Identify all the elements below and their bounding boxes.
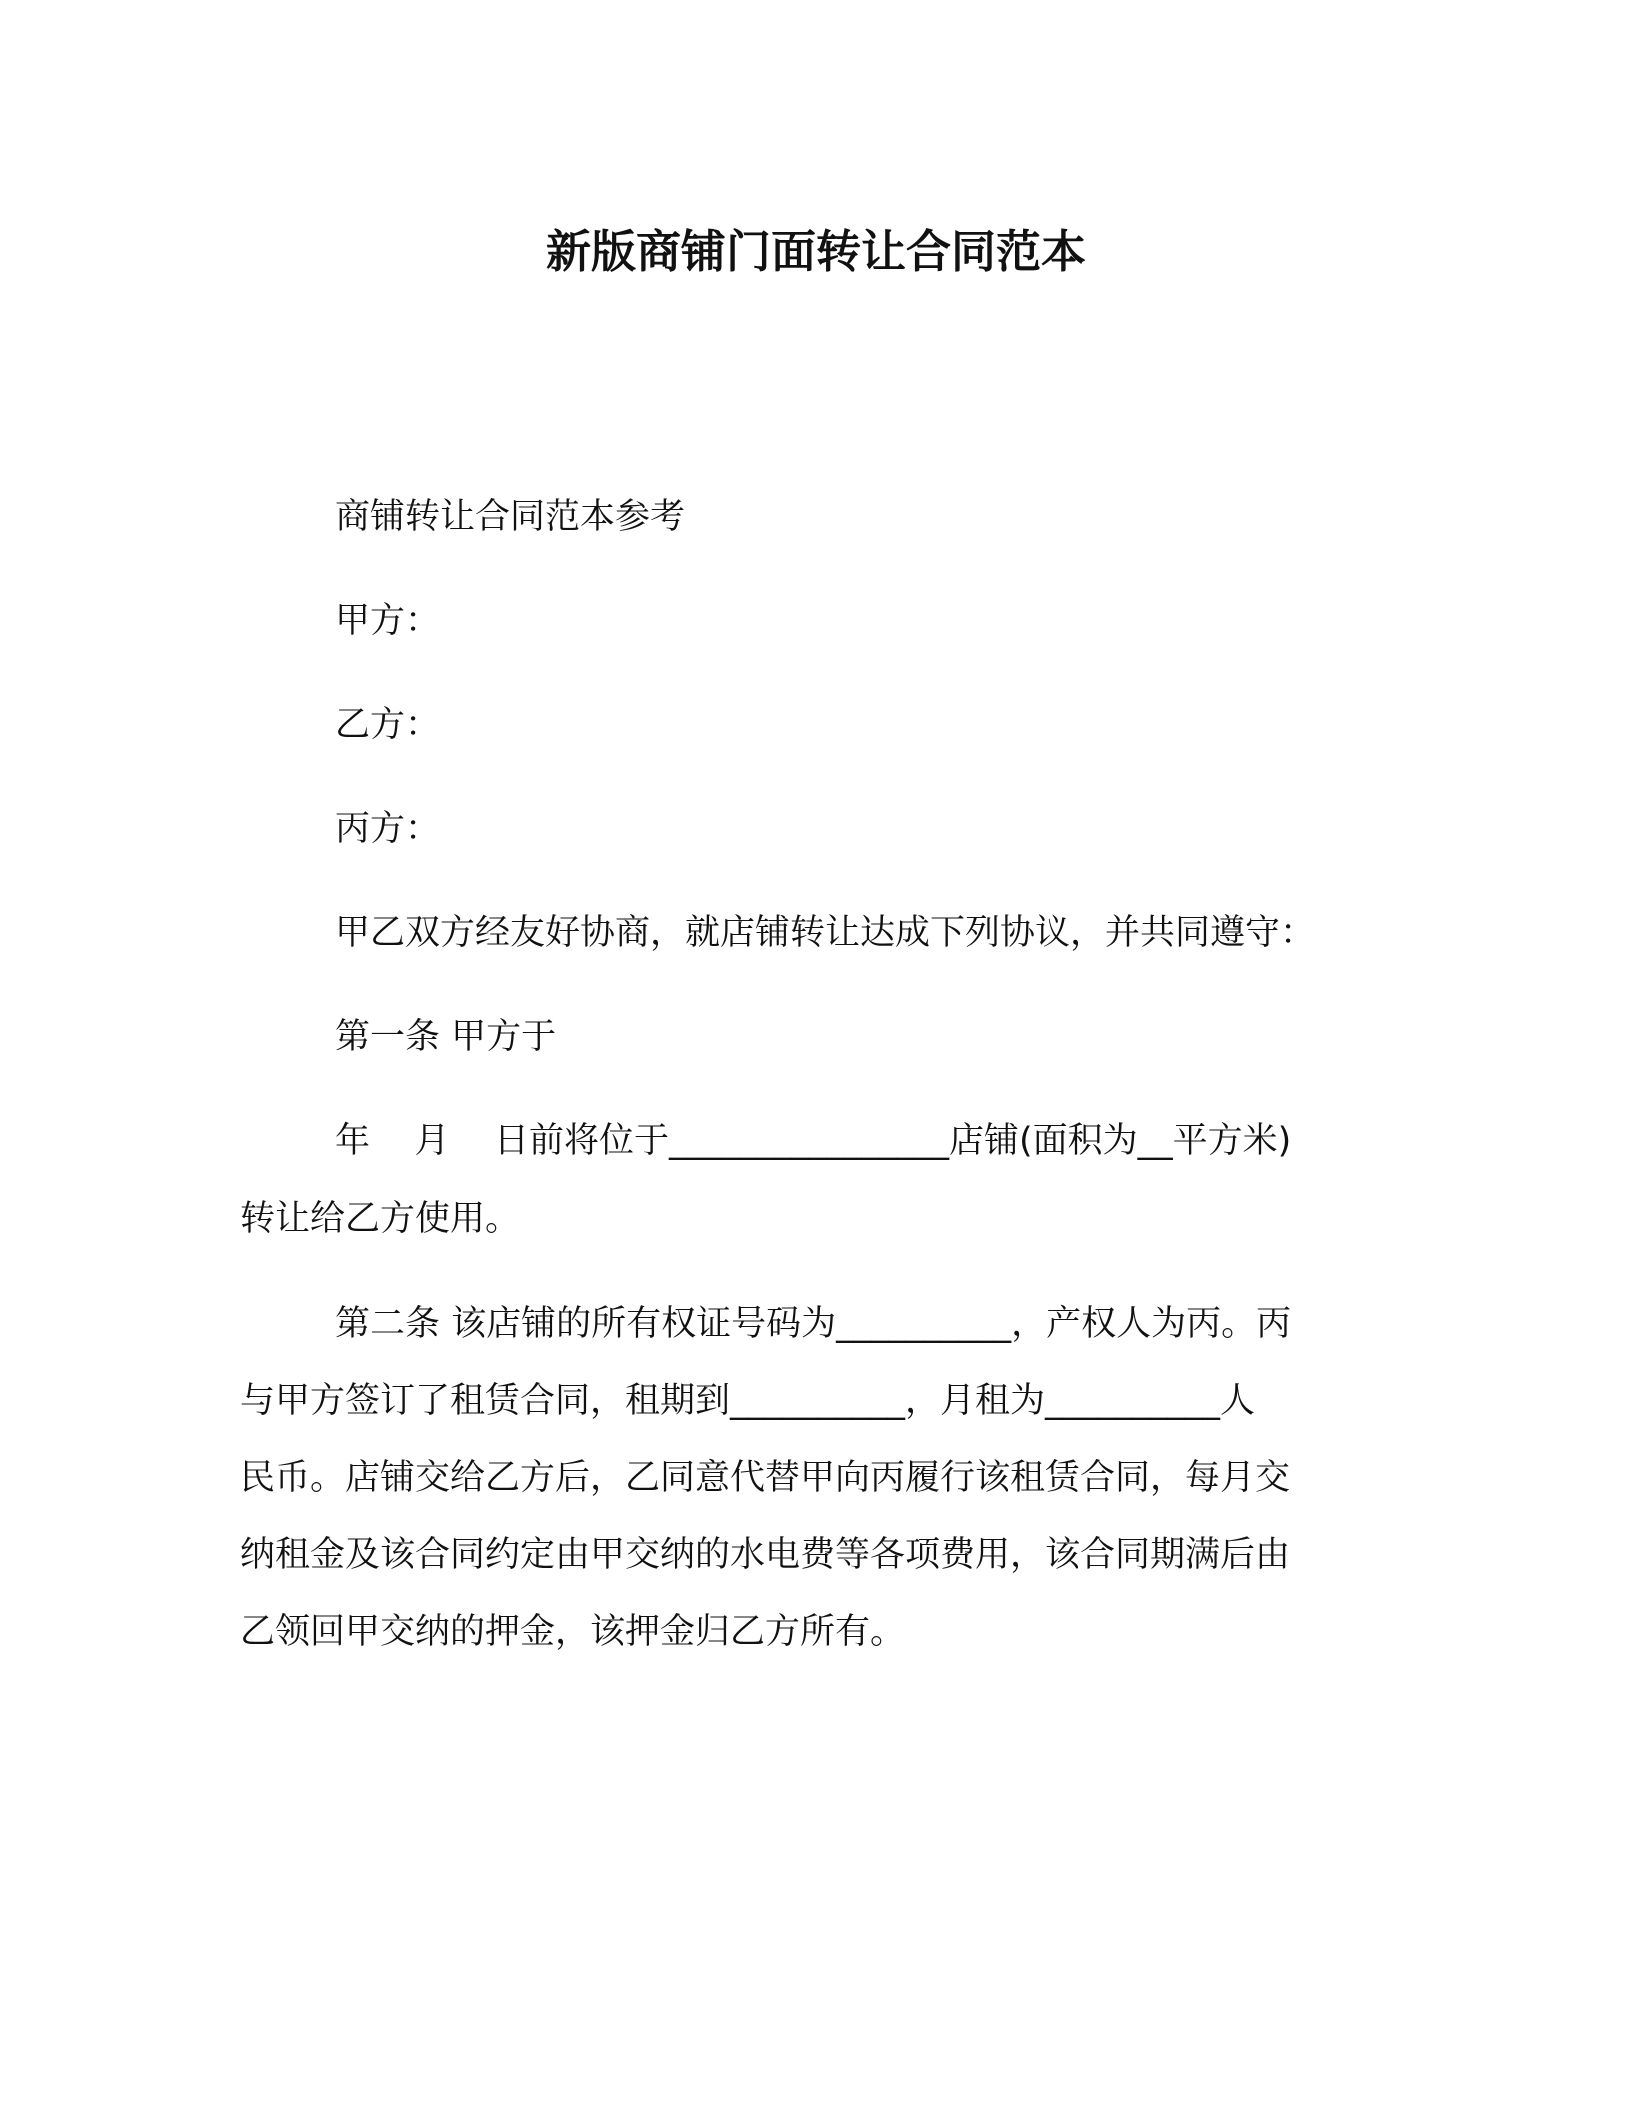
document-title: 新版商铺门面转让合同范本 (545, 225, 1086, 278)
article-2-line-5: 乙领回甲交纳的押金，该押金归乙方所有。 (240, 1612, 906, 1652)
article-2-line-3: 民币。店铺交给乙方后，乙同意代替甲向丙履行该租赁合同，每月交 (240, 1458, 1291, 1498)
party-c-label: 丙方： (335, 809, 441, 849)
party-b-label: 乙方： (335, 705, 441, 745)
intro-paragraph: 甲乙双方经友好协商，就店铺转让达成下列协议，并共同遵守： (335, 913, 1316, 953)
article-2-line-1: 第二条 该店铺的所有权证号码为__________，产权人为丙。丙 (335, 1304, 1292, 1344)
article-2-line-4: 纳租金及该合同约定由甲交纳的水电费等各项费用，该合同期满后由 (240, 1535, 1291, 1575)
article-1-line-2: 转让给乙方使用。 (240, 1199, 521, 1239)
article-2-line-2: 与甲方签订了租赁合同，租期到__________，月租为__________人 (240, 1381, 1256, 1421)
article-1-heading: 第一条 甲方于 (335, 1017, 557, 1057)
document-subtitle: 商铺转让合同范本参考 (335, 497, 686, 537)
article-1-line-1: 年 月 日前将位于________________店铺(面积为__平方米) (335, 1121, 1292, 1161)
party-a-label: 甲方： (335, 601, 441, 641)
